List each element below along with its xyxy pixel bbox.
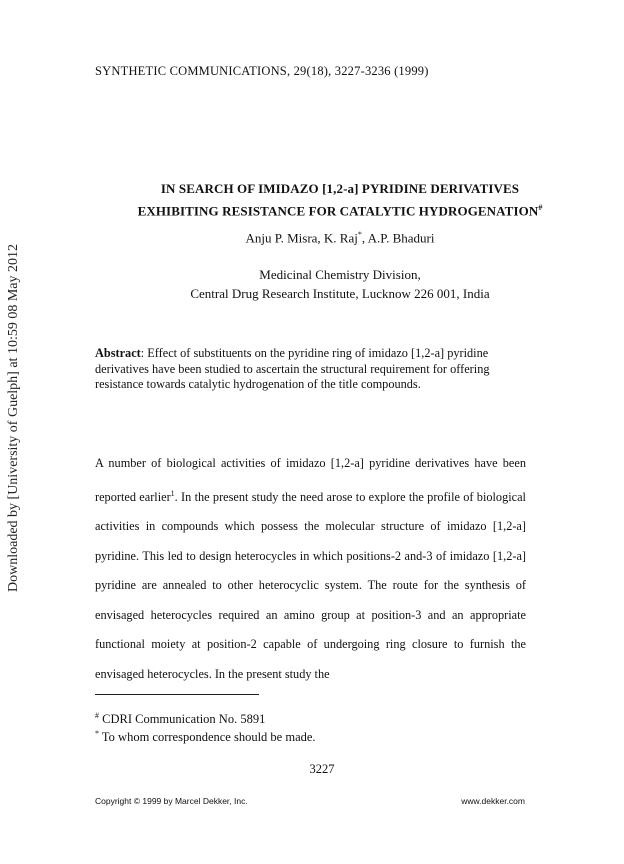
abstract xyxy=(95,346,525,393)
footnote-divider xyxy=(95,694,259,695)
author-list xyxy=(60,230,620,246)
footnote-1-text: CDRI Communication No. 5891 xyxy=(99,712,266,727)
body-paragraph xyxy=(95,449,526,689)
reference-mark: 1 xyxy=(170,488,175,498)
body-text-part-1: A number of biological activities of imidazo [1,2-a] pyridine derivatives have been reported earlier xyxy=(95,456,526,504)
abstract-label: Abstract xyxy=(95,346,141,360)
footnote-2 xyxy=(95,729,316,745)
footnote-1-mark: # xyxy=(95,711,99,720)
footnote-2-text: To whom correspondence should be made. xyxy=(99,730,316,745)
affiliation-line-2: Central Drug Research Institute, Lucknow 226 001, India xyxy=(190,286,490,301)
authors-text: Anju P. Misra, K. Raj xyxy=(245,230,358,246)
authors-rest: , A.P. Bhaduri xyxy=(361,230,435,246)
copyright-notice: Copyright © 1999 by Marcel Dekker, Inc. xyxy=(95,796,248,806)
article-title xyxy=(60,179,620,220)
publisher-website: www.dekker.com xyxy=(461,796,525,806)
journal-header: SYNTHETIC COMMUNICATIONS, 29(18), 3227-3236 (1999) xyxy=(95,64,429,78)
footnote-2-mark: * xyxy=(95,729,99,738)
body-text-part-2: . In the present study the need arose to explore the profile of biological activities in compounds which possess the molecular structure of imidazo [1,2-a] pyridine. This led to design heterocycles in which positions-2 and-3 of imidazo [1,2-a] pyridine are annealed to other heterocyclic system. The route for the synthesis of envisaged heterocycles required an amino group at position-3 and an appropriate functional moiety at position-2 capable of undergoing ring closure to furnish the envisaged heterocycles. In the present study the xyxy=(95,489,526,681)
footnote-1 xyxy=(95,711,265,727)
download-watermark xyxy=(4,232,24,604)
download-note: Downloaded by [University of Guelph] at 10:59 08 May 2012 xyxy=(6,244,21,592)
title-line-2-text: EXHIBITING RESISTANCE FOR CATALYTIC HYDROGENATION xyxy=(137,203,539,219)
title-footnote-mark: # xyxy=(538,203,543,212)
affiliation-line-1: Medicinal Chemistry Division, xyxy=(259,267,421,282)
affiliation xyxy=(60,265,620,303)
abstract-text: : Effect of substituents on the pyridine ring of imidazo [1,2-a] pyridine derivatives have been studied to ascertain the structural requirement for offering resistance towards catalytic hydrogenation of the title compounds. xyxy=(95,346,490,391)
title-line-2 xyxy=(60,198,620,220)
title-line-1: IN SEARCH OF IMIDAZO [1,2-a] PYRIDINE DERIVATIVES xyxy=(160,181,520,196)
corresponding-mark: * xyxy=(357,230,362,239)
page-number: 3227 xyxy=(309,762,335,776)
